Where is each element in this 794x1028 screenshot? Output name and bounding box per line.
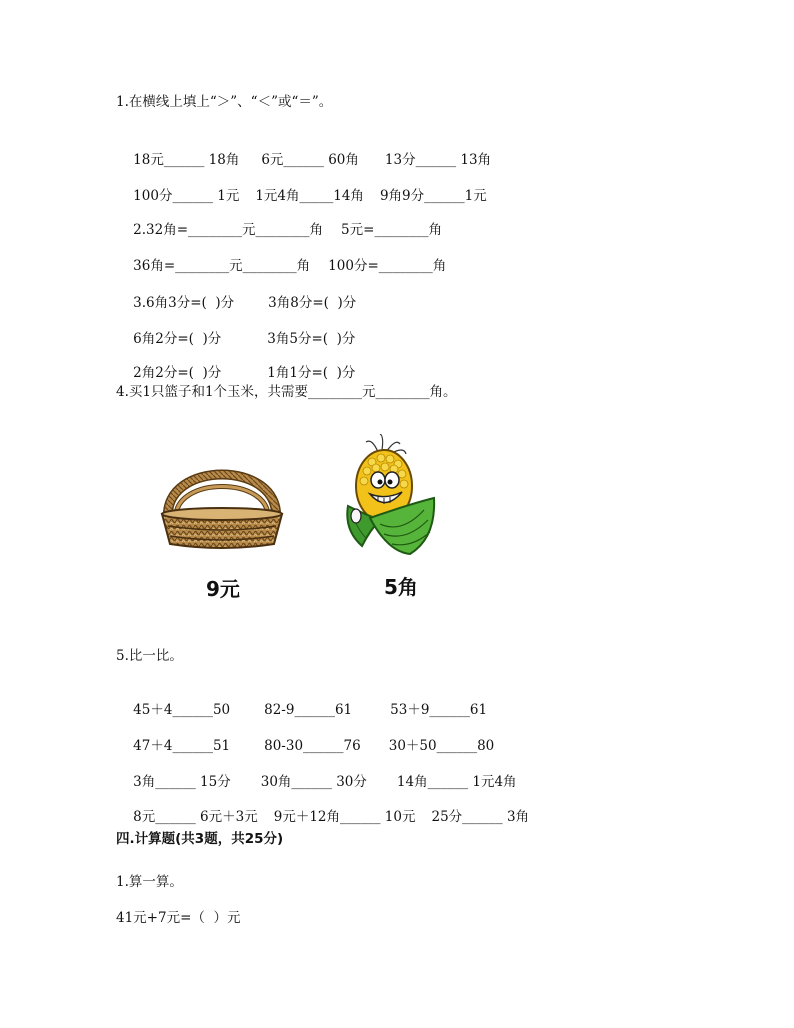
q3-row1-item2: 3角8分=( )分 xyxy=(268,295,357,311)
q3-row2-item1: 6角2分=( )分 xyxy=(133,331,222,347)
q2-row1-item2: 5元=________角 xyxy=(341,222,442,238)
q3-row3-item1: 2角2分=( )分 xyxy=(133,365,222,381)
q2-row1-item1: 2.32角=________元________角 xyxy=(133,222,324,238)
q2-row2-item1: 36角=________元________角 xyxy=(133,258,311,274)
q5-row3-item1: 3角______ 15分 xyxy=(133,774,231,790)
corn-image xyxy=(340,434,440,558)
basket-price: 9元 xyxy=(206,577,240,601)
section4-q1-title: 1.算一算。 xyxy=(116,874,183,890)
q1-row2-item3: 9角9分______1元 xyxy=(379,188,487,204)
q5-row1-item1: 45＋4______50 xyxy=(133,702,231,718)
q5-row3-item2: 30角______ 30分 xyxy=(260,774,367,790)
q1-row1-item3: 13分______ 13角 xyxy=(384,152,492,168)
q5-row3-item3: 14角______ 1元4角 xyxy=(396,774,517,790)
q5-row4-item3: 25分______ 3角 xyxy=(431,809,530,825)
q3-row2-item2: 3角5分=( )分 xyxy=(267,331,356,347)
q5-row1-item3: 53＋9______61 xyxy=(390,702,488,718)
section-heading: 四.计算题(共3题，共25分) xyxy=(116,831,284,847)
q3-row3-item2: 1角1分=( )分 xyxy=(267,365,356,381)
q4-title: 4.买1只篮子和1个玉米，共需要________元________角。 xyxy=(116,384,457,400)
q5-row2-item2: 80-30______76 xyxy=(264,738,361,754)
q2-row2-item2: 100分=________角 xyxy=(328,258,447,274)
q5-row4-item2: 9元＋12角______ 10元 xyxy=(273,809,416,825)
q1-row2-item1: 100分______ 1元 xyxy=(133,188,240,204)
section4-q1-line: 41元+7元=（ ）元 xyxy=(116,910,241,926)
q5-row1-item2: 82-9______61 xyxy=(264,702,353,718)
q1-title: 1.在横线上填上“＞”、“＜”或“＝”。 xyxy=(116,94,333,110)
q5-row2-item1: 47＋4______51 xyxy=(133,738,231,754)
q5-title: 5.比一比。 xyxy=(116,648,183,664)
basket-image xyxy=(158,440,286,552)
corn-price: 5角 xyxy=(384,575,418,599)
q3-row1-item1: 3.6角3分=( )分 xyxy=(133,295,235,311)
q1-row1-item2: 6元______ 60角 xyxy=(261,152,359,168)
q5-row2-item3: 30＋50______80 xyxy=(388,738,495,754)
q1-row2-item2: 1元4角_____14角 xyxy=(255,188,364,204)
q5-row4-item1: 8元______ 6元＋3元 xyxy=(133,809,258,825)
q1-row1-item1: 18元______ 18角 xyxy=(133,152,240,168)
